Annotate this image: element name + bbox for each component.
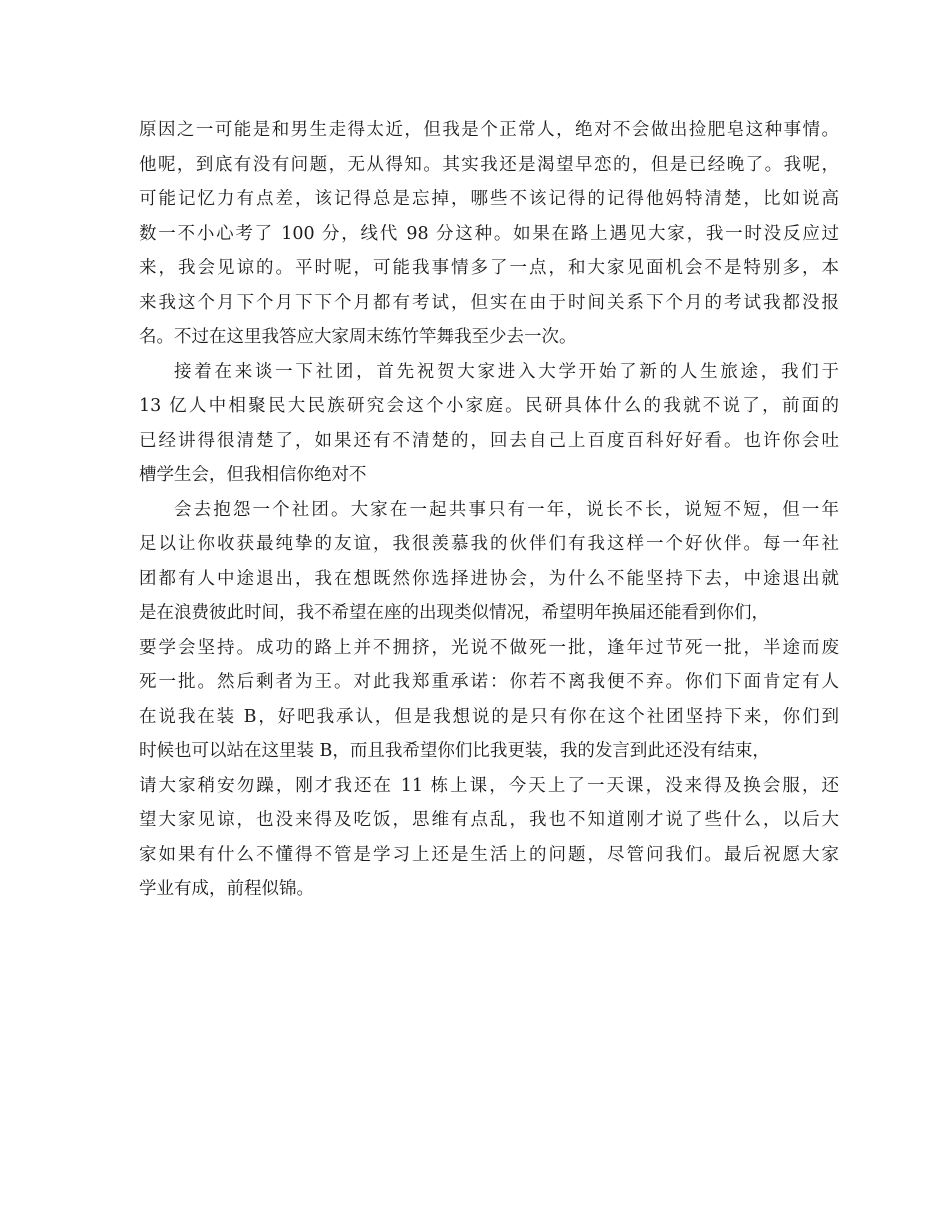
text-line: 会去抱怨一个社团。大家在一起共事只有一年，说长不长，说短不短，但一年 <box>174 499 839 520</box>
text-line: 他呢，到底有没有问题，无从得知。其实我还是渴望早恋的，但是已经晚了。我呢， <box>139 154 839 175</box>
text-line: 来，我会见谅的。平时呢，可能我事情多了一点，和大家见面机会不是特别多，本 <box>139 258 839 278</box>
text-line: 来我这个月下个月下下个月都有考试，但实在由于时间关系下个月的考试我都没报 <box>139 292 839 313</box>
text-line: 家如果有什么不懂得不管是学习上还是生活上的问题，尽管问我们。最后祝愿大家 <box>139 844 839 865</box>
text-line: 接着在来谈一下社团，首先祝贺大家进入大学开始了新的人生旅途，我们于 <box>174 361 839 382</box>
text-line: 足以让你收获最纯挚的友谊，我很羡慕我的伙伴们有我这样一个好伙伴。每一年社 <box>139 534 839 554</box>
text-line: 团都有人中途退出，我在想既然你选择进协会，为什么不能坚持下去，中途退出就 <box>139 568 839 589</box>
text-line: 名。不过在这里我答应大家周末练竹竿舞我至少去一次。 <box>139 327 577 347</box>
text-line: 可能记忆力有点差，该记得总是忘掉，哪些不该记得的记得他妈特清楚，比如说高 <box>139 189 839 209</box>
text-line: 是在浪费彼此时间，我不希望在座的出现类似情况，希望明年换届还能看到你们， <box>139 603 769 623</box>
text-line: 原因之一可能是和男生走得太近，但我是个正常人，绝对不会做出捡肥皂这种事情。 <box>139 120 839 140</box>
text-line: 要学会坚持。成功的路上并不拥挤，光说不做死一批，逢年过节死一批，半途而废 <box>139 637 839 658</box>
text-line: 槽学生会，但我相信你绝对不 <box>139 465 367 485</box>
text-line: 望大家见谅，也没来得及吃饭，思维有点乱，我也不知道刚才说了些什么，以后大 <box>139 810 839 830</box>
text-line: 在说我在装 B，好吧我承认，但是我想说的是只有你在这个社团坚持下来，你们到 <box>139 706 839 727</box>
text-line: 请大家稍安勿躁，刚才我还在 11 栋上课，今天上了一天课，没来得及换会服，还 <box>139 775 839 796</box>
text-line: 死一批。然后剩者为王。对此我郑重承诺：你若不离我便不弃。你们下面肯定有人 <box>139 672 839 692</box>
text-line: 已经讲得很清楚了，如果还有不清楚的，回去自己上百度百科好好看。也许你会吐 <box>139 430 839 451</box>
text-line: 学业有成，前程似锦。 <box>139 879 314 899</box>
text-line: 13 亿人中相聚民大民族研究会这个小家庭。民研具体什么的我就不说了，前面的 <box>139 396 839 416</box>
text-line: 数一不小心考了 100 分，线代 98 分这种。如果在路上遇见大家，我一时没反应过 <box>139 223 839 244</box>
text-line: 时候也可以站在这里装 B，而且我希望你们比我更装，我的发言到此还没有结束， <box>139 741 770 761</box>
document-body <box>139 113 839 907</box>
